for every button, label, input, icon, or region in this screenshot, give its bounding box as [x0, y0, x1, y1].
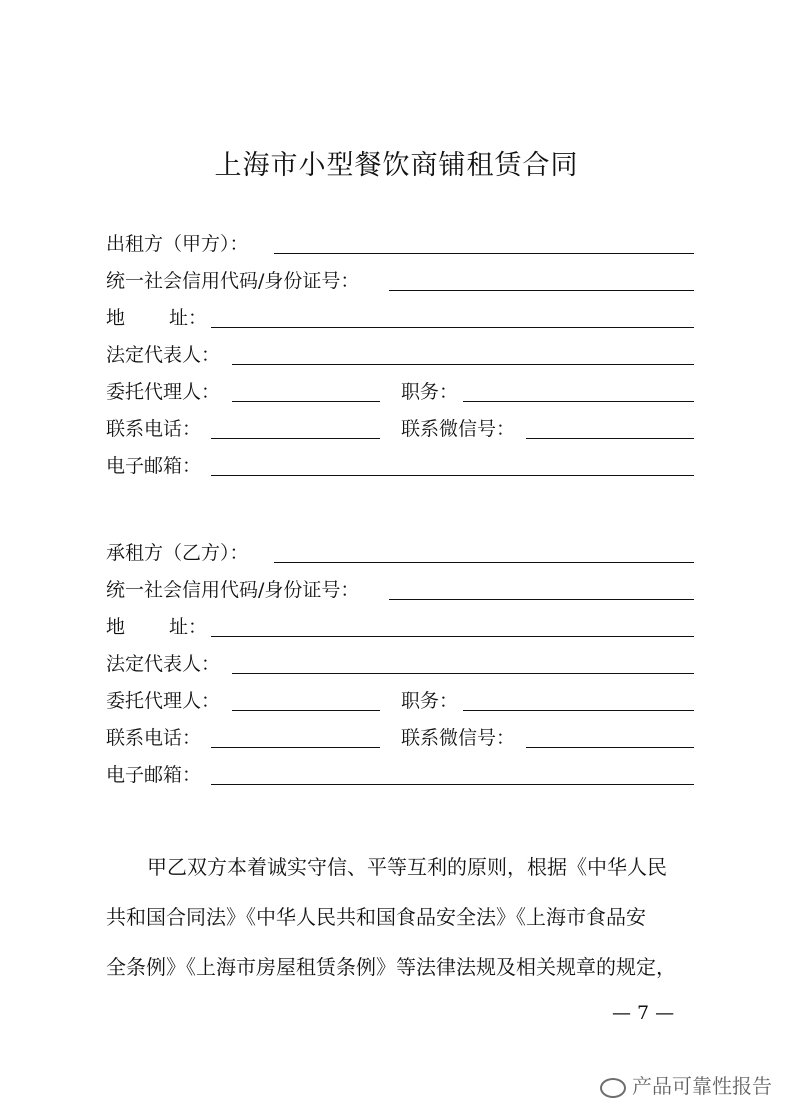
lessor-phone-row: [106, 414, 696, 444]
lessor-position-label: 职务：: [401, 381, 459, 403]
lessor-email-row: [106, 451, 696, 481]
lessee-agent-field[interactable]: [232, 710, 380, 711]
watermark-text: 产品可靠性报告: [632, 1074, 772, 1098]
lessor-address-field[interactable]: [211, 327, 694, 328]
lessor-address-row: [106, 303, 696, 333]
lessee-position-label: 职务：: [401, 690, 459, 712]
lessee-legal-rep-field[interactable]: [232, 673, 694, 674]
lessee-phone-field[interactable]: [211, 747, 380, 748]
lessor-party-field[interactable]: [274, 253, 694, 254]
lessee-email-field[interactable]: [211, 784, 694, 785]
lessor-agent-row: [106, 377, 696, 407]
lessee-party-field[interactable]: [274, 562, 694, 563]
lessee-address-field[interactable]: [211, 636, 694, 637]
lessee-credit-label: 统一社会信用代码/身份证号：: [106, 579, 360, 601]
lessor-phone-label: 联系电话：: [106, 418, 202, 440]
lessor-credit-row: [106, 266, 696, 296]
watermark-logo-icon: [600, 1078, 626, 1098]
lessor-party-label: 出租方（甲方）：: [106, 233, 249, 255]
lessee-phone-row: [106, 723, 696, 753]
lessor-agent-field[interactable]: [232, 401, 380, 402]
lessee-wechat-field[interactable]: [526, 747, 694, 748]
lessee-legal-rep-row: [106, 649, 696, 679]
lessor-legal-rep-field[interactable]: [232, 364, 694, 365]
lessor-email-label: 电子邮箱：: [106, 455, 202, 477]
lessor-phone-field[interactable]: [211, 438, 380, 439]
lessor-address-label: 地 址：: [106, 307, 208, 329]
preamble-line-1: 甲乙双方本着诚实守信、平等互利的原则，根据《中华人民: [147, 855, 667, 879]
lessee-address-row: [106, 612, 696, 642]
preamble-line-3: 全条例》《上海市房屋租赁条例》等法律法规及相关规章的规定，: [106, 955, 676, 979]
lessee-agent-row: [106, 686, 696, 716]
contract-preamble: [106, 842, 696, 992]
lessee-party-row: [106, 538, 696, 568]
lessor-legal-rep-row: [106, 340, 696, 370]
lessee-email-row: [106, 760, 696, 790]
lessee-party-label: 承租方（乙方）：: [106, 542, 249, 564]
page-number: — 7 —: [612, 1002, 675, 1024]
lessor-credit-label: 统一社会信用代码/身份证号：: [106, 270, 360, 292]
lessor-legal-rep-label: 法定代表人：: [106, 344, 221, 366]
lessee-credit-row: [106, 575, 696, 605]
lessee-phone-label: 联系电话：: [106, 727, 202, 749]
lessor-party-row: [106, 229, 696, 259]
lessor-wechat-field[interactable]: [526, 438, 694, 439]
lessor-agent-label: 委托代理人：: [106, 381, 221, 403]
lessee-legal-rep-label: 法定代表人：: [106, 653, 221, 675]
lessee-wechat-label: 联系微信号：: [401, 727, 516, 749]
lessee-credit-field[interactable]: [389, 599, 694, 600]
lessee-address-label: 地 址：: [106, 616, 208, 638]
lessor-email-field[interactable]: [211, 475, 694, 476]
lessor-credit-field[interactable]: [389, 290, 694, 291]
lessor-position-field[interactable]: [463, 401, 694, 402]
lessee-email-label: 电子邮箱：: [106, 764, 202, 786]
document-title: 上海市小型餐饮商铺租赁合同: [214, 150, 579, 181]
preamble-line-2: 共和国合同法》《中华人民共和国食品安全法》《上海市食品安: [106, 905, 646, 929]
lessee-agent-label: 委托代理人：: [106, 690, 221, 712]
lessee-position-field[interactable]: [463, 710, 694, 711]
watermark: [600, 1070, 772, 1099]
lessor-wechat-label: 联系微信号：: [401, 418, 516, 440]
